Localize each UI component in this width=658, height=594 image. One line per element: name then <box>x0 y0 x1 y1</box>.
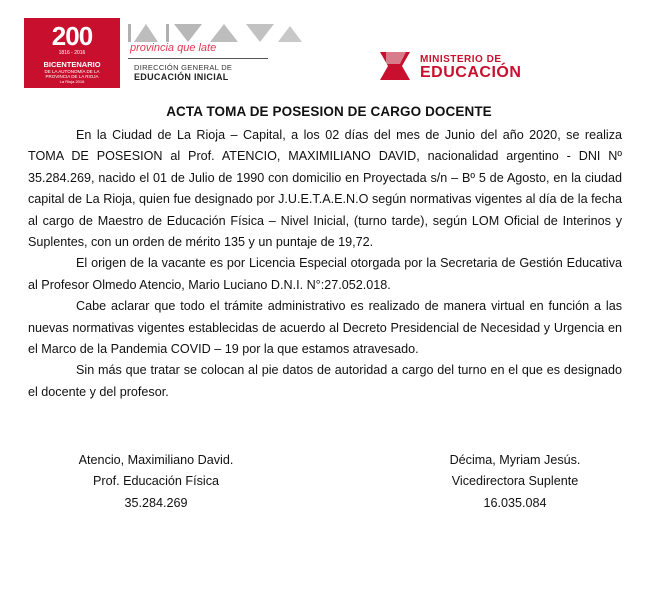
document-body <box>28 125 622 403</box>
signature-authority-dni: 16.035.084 <box>483 495 547 510</box>
direccion-label <box>134 64 232 82</box>
ministerio-logo <box>380 48 560 84</box>
provincia-tagline: provincia que late <box>130 42 217 54</box>
signature-teacher-dni: 35.284.269 <box>124 495 188 510</box>
document-title: ACTA TOMA DE POSESION DE CARGO DOCENTE <box>166 104 492 119</box>
letterhead <box>0 0 658 96</box>
signature-teacher-name: Atencio, Maximiliano David. <box>78 453 234 467</box>
paragraph-2: El origen de la vacante es por Licencia Especial otorgada por la Secretaria de Gestión Educativa al Profesor Olmedo Atencio, Mario Luciano D.N.I. N°:27.052.018. <box>28 256 622 292</box>
direccion-line-2: EDUCACIÓN INICIAL <box>134 72 229 82</box>
paragraph-4: Sin más que tratar se colocan al pie datos de autoridad a cargo del turno en el que es designado el docente y del profesor. <box>28 363 622 399</box>
bicentenario-number: 200 <box>51 21 93 51</box>
bicentenario-subtitle-3: La Rioja 2016 <box>59 79 85 84</box>
signature-teacher-role: Prof. Educación Física <box>93 474 219 489</box>
bicentenario-label: BICENTENARIO <box>43 60 101 69</box>
ministerio-line-1: MINISTERIO DE <box>420 54 502 65</box>
paragraph-3: Cabe aclarar que todo el trámite administrativo es realizado de manera virtual en función a las nuevas normativas vigentes establecidas de acuerdo al Decreto Presidencial de Necesidad y Urgencia en el Marco de la Pandemia COVID – 19 por la que estamos atravesado. <box>28 299 622 357</box>
direccion-line-1: DIRECCIÓN GENERAL DE <box>134 63 233 72</box>
paragraph-1: En la Ciudad de La Rioja – Capital, a los 02 días del mes de Junio del año 2020, se realiza TOMA DE POSESION al Prof. ATENCIO, MAXIMILIANO DAVID, nacionalidad argentino - DNI Nº 35.284.269, nacido el 01 de Julio de 1990 con domicilio en Proyectada s/n – Bº 5 de Agosto, en la ciudad capital de La Rioja, quien fue designado por J.U.E.T.A.E.N.O según normativas vigentes al día de la fecha al cargo de Maestro de Educación Física – Nivel Inicial, (turno tarde), según LOM Oficial de Interinos y Suplentes, con un orden de mérito 135 y un puntaje de 19,72. <box>28 128 622 250</box>
ministerio-line-2: EDUCACIÓN <box>420 64 522 81</box>
bicentenario-years: 1816 - 2016 <box>58 50 86 56</box>
signature-teacher <box>66 450 246 514</box>
signature-authority-name: Décima, Myriam Jesús. <box>449 453 581 467</box>
header-divider <box>128 58 268 59</box>
bicentenario-subtitle-1: DE LA AUTONOMÍA DE LA <box>44 69 100 74</box>
ministerio-flag-icon <box>380 48 416 84</box>
signature-authority-role: Vicedirectora Suplente <box>451 474 579 489</box>
bicentenario-subtitle-2: PROVINCIA DE LA RIOJA <box>45 74 99 79</box>
bicentenario-logo <box>24 18 120 88</box>
signature-authority <box>420 450 610 514</box>
